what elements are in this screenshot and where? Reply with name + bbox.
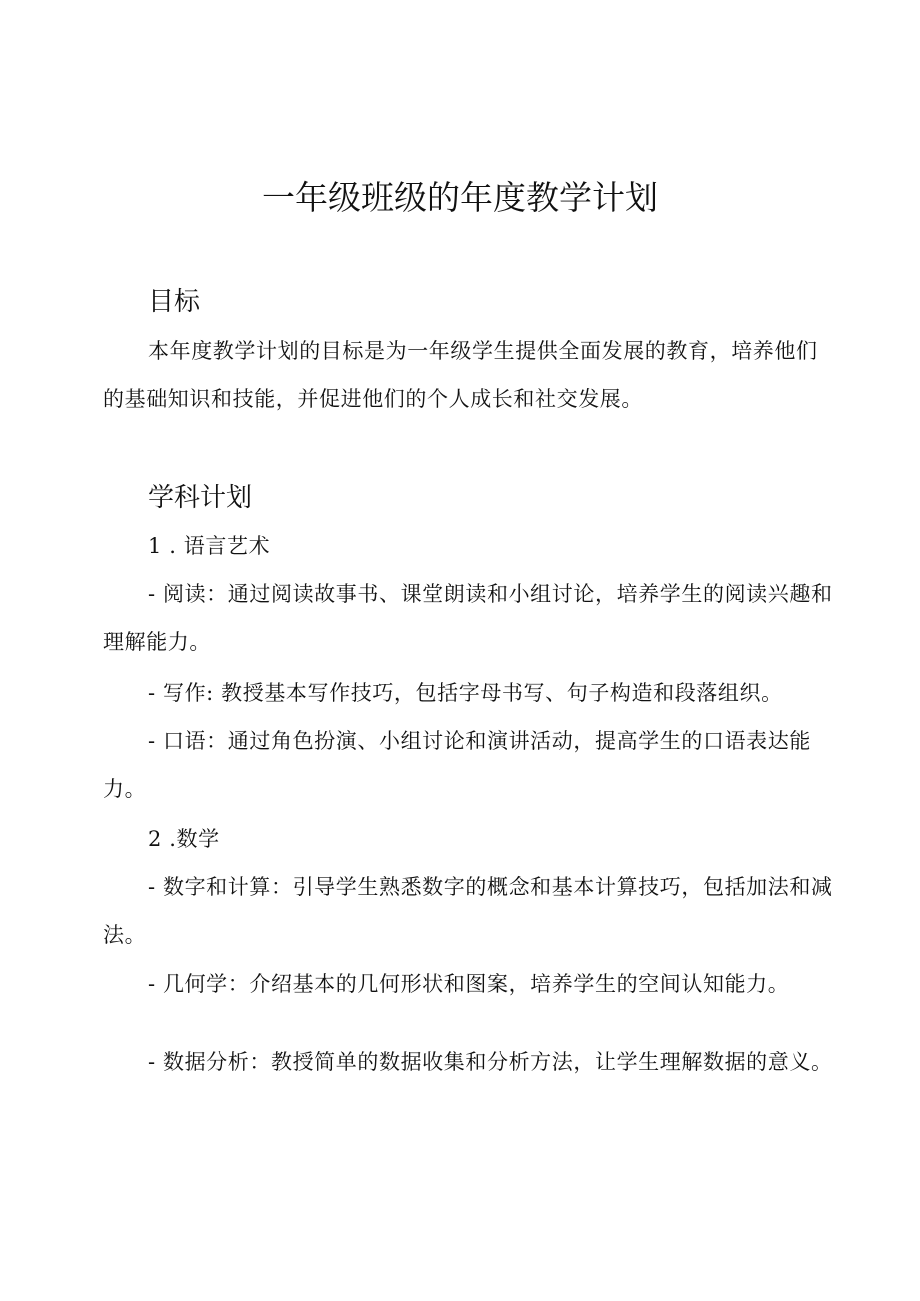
goal-paragraph: 本年度教学计划的目标是为一年级学生提供全面发展的教育，培养他们的基础知识和技能，并促进他们的个人成长和社交发展。 — [103, 339, 818, 411]
subject-title-math: 2 .数学 — [148, 827, 220, 851]
math-data-item: - 数据分析：教授简单的数据收集和分析方法，让学生理解数据的意义。 — [148, 1050, 833, 1074]
section-heading-goal: 目标 — [148, 287, 201, 317]
subject-title-language: 1 . 语言艺术 — [148, 534, 271, 558]
language-writing-item: - 写作: 教授基本写作技巧，包括字母书写、句子构造和段落组织。 — [148, 681, 783, 705]
math-numbers-item: - 数字和计算：引导学生熟悉数字的概念和基本计算技巧，包括加法和减法。 — [103, 875, 833, 947]
language-speaking-item: - 口语：通过角色扮演、小组讨论和演讲活动，提高学生的口语表达能力。 — [103, 729, 811, 801]
section-heading-subjects: 学科计划 — [148, 483, 253, 513]
math-geometry-item: - 几何学：介绍基本的几何形状和图案，培养学生的空间认知能力。 — [148, 972, 790, 996]
language-reading-item: - 阅读：通过阅读故事书、课堂朗读和小组讨论，培养学生的阅读兴趣和理解能力。 — [103, 582, 833, 654]
document-title: 一年级班级的年度教学计划 — [262, 178, 658, 217]
